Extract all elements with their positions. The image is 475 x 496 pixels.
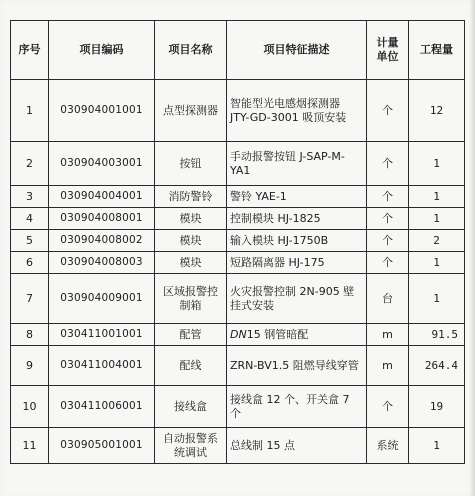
cell-desc: 输入模块 HJ-1750B (227, 230, 367, 252)
cell-code: 030411001001 (49, 324, 155, 346)
table-row (11, 274, 465, 324)
cell-unit: 个 (367, 386, 409, 428)
table-row (11, 186, 465, 208)
cell-qty: 1 (409, 142, 465, 186)
header-desc: 项目特征描述 (227, 21, 367, 80)
cell-qty: 2 (409, 230, 465, 252)
table-row (11, 80, 465, 142)
table-row (11, 428, 465, 464)
cell-qty: 1 (409, 428, 465, 464)
cell-unit: 个 (367, 186, 409, 208)
dn-prefix: DN (230, 327, 247, 341)
cell-unit: m (367, 346, 409, 386)
cell-code: 030904009001 (49, 274, 155, 324)
cell-desc: 总线制 15 点 (227, 428, 367, 464)
table-row (11, 230, 465, 252)
desc-text: 15 钢管暗配 (246, 327, 309, 341)
cell-qty: 1 (409, 186, 465, 208)
table-header-row (11, 21, 465, 80)
cell-desc: 警铃 YAE-1 (227, 186, 367, 208)
cell-unit: 系统 (367, 428, 409, 464)
cell-unit: 个 (367, 252, 409, 274)
cell-qty: 1 (409, 208, 465, 230)
cell-desc: 短路隔离器 HJ-175 (227, 252, 367, 274)
table-row (11, 208, 465, 230)
cell-seq: 4 (11, 208, 49, 230)
cell-qty: 91.5 (409, 324, 465, 346)
cell-code: 030905001001 (49, 428, 155, 464)
cell-name: 配管 (155, 324, 227, 346)
cell-unit: 个 (367, 80, 409, 142)
cell-seq: 9 (11, 346, 49, 386)
cell-name: 接线盒 (155, 386, 227, 428)
cell-desc: 火灾报警控制 2N-905 壁挂式安装 (227, 274, 367, 324)
cell-name: 点型探测器 (155, 80, 227, 142)
cell-qty: 264.4 (409, 346, 465, 386)
cell-code: 030904008001 (49, 208, 155, 230)
cell-unit: 个 (367, 230, 409, 252)
cell-name: 模块 (155, 252, 227, 274)
header-qty: 工程量 (409, 21, 465, 80)
table-row (11, 386, 465, 428)
cell-code: 030904001001 (49, 80, 155, 142)
cell-desc (227, 324, 367, 346)
cell-name: 配线 (155, 346, 227, 386)
cell-name: 模块 (155, 230, 227, 252)
cell-qty: 19 (409, 386, 465, 428)
cell-unit: 个 (367, 142, 409, 186)
page-edge-shadow (469, 0, 475, 496)
cell-seq: 2 (11, 142, 49, 186)
table-row (11, 346, 465, 386)
header-seq: 序号 (11, 21, 49, 80)
cell-code: 030411004001 (49, 346, 155, 386)
cell-name: 模块 (155, 208, 227, 230)
cell-seq: 6 (11, 252, 49, 274)
cell-unit: m (367, 324, 409, 346)
header-unit: 计量 单位 (367, 21, 409, 80)
cell-name: 消防警铃 (155, 186, 227, 208)
cell-qty: 1 (409, 274, 465, 324)
cell-qty: 12 (409, 80, 465, 142)
cell-name: 自动报警系统调试 (155, 428, 227, 464)
cell-code: 030904003001 (49, 142, 155, 186)
cell-code: 030904004001 (49, 186, 155, 208)
cell-qty: 1 (409, 252, 465, 274)
table-row (11, 142, 465, 186)
cell-desc: 接线盒 12 个、开关盒 7 个 (227, 386, 367, 428)
table-row (11, 252, 465, 274)
cell-seq: 3 (11, 186, 49, 208)
cell-unit: 个 (367, 208, 409, 230)
cell-seq: 1 (11, 80, 49, 142)
cell-seq: 7 (11, 274, 49, 324)
header-code: 项目编码 (49, 21, 155, 80)
cell-desc: 手动报警按钮 J-SAP-M-YA1 (227, 142, 367, 186)
cell-name: 按钮 (155, 142, 227, 186)
cell-code: 030411006001 (49, 386, 155, 428)
cell-desc: 控制模块 HJ-1825 (227, 208, 367, 230)
cell-seq: 11 (11, 428, 49, 464)
cell-name: 区域报警控制箱 (155, 274, 227, 324)
header-name: 项目名称 (155, 21, 227, 80)
bill-of-quantities-table (10, 20, 465, 464)
cell-code: 030904008002 (49, 230, 155, 252)
cell-seq: 8 (11, 324, 49, 346)
cell-desc: 智能型光电感烟探测器 JTY-GD-3001 吸顶安装 (227, 80, 367, 142)
cell-seq: 10 (11, 386, 49, 428)
scanned-page (4, 4, 472, 494)
cell-code: 030904008003 (49, 252, 155, 274)
cell-unit: 台 (367, 274, 409, 324)
cell-seq: 5 (11, 230, 49, 252)
table-row (11, 324, 465, 346)
cell-desc: ZRN-BV1.5 阻燃导线穿管 (227, 346, 367, 386)
